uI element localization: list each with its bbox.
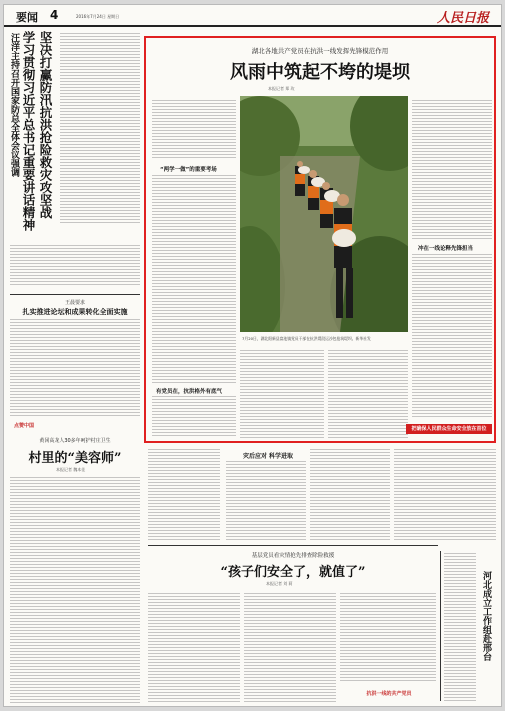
- center-head: 灾后应对 科学进取: [242, 453, 294, 460]
- bl-kicker: 黄冈高龙人30多年呵护村庄卫生: [39, 438, 111, 444]
- bottom-body-3: [340, 593, 436, 683]
- feature-col-1: [152, 100, 236, 160]
- feature-col-2: [240, 350, 324, 440]
- left-side-head: 汪洋主持召开国家防总全体会议强调: [9, 33, 19, 177]
- feature-col-1c: [152, 396, 236, 436]
- newspaper-page: [3, 4, 502, 707]
- feature-byline: 本报记者 郑 玫: [268, 86, 295, 91]
- feature-col-1b: [152, 175, 236, 383]
- bottom-body-1: [148, 593, 240, 703]
- center-body-1: [148, 449, 220, 541]
- center-body-3: [310, 449, 390, 541]
- right-headline: 河北成立工作组赴邢台: [481, 571, 491, 661]
- flood-rescue-photo: [240, 96, 408, 332]
- left-headline-1: 坚决打赢防汛抗洪抢险救灾攻坚战: [38, 31, 53, 219]
- masthead: [4, 5, 501, 27]
- mid-kicker: 王晨要求: [64, 300, 85, 306]
- feature-subhead-2: 有党员在，抗洪格外有底气: [156, 389, 223, 395]
- issue-date: 2016年7月24日 星期日: [76, 14, 120, 19]
- photo-caption: 7月20日，湖北阳新县富池镇党员干部在抗洪堤段运沙包抢筑堤坝。新华社发: [242, 336, 371, 341]
- footer-label: 抗洪一线的共产党员: [344, 689, 434, 699]
- feature-headline: 风雨中筑起不垮的堤坝: [230, 62, 410, 83]
- page-number: 4: [50, 8, 59, 22]
- feature-col-3: [328, 350, 408, 440]
- divider-2: [148, 545, 438, 546]
- mid-headline: 扎实推进论坛和成果转化全面实施: [22, 307, 128, 316]
- newspaper-logo: 人民日报: [436, 11, 489, 26]
- bl-body: [10, 477, 140, 703]
- center-body-4: [394, 449, 496, 541]
- bottom-headline: “孩子们安全了，就值了”: [220, 565, 366, 580]
- feature-col-4b: [412, 254, 492, 418]
- right-body: [444, 553, 476, 701]
- bottom-kicker: 基层党员看灾情抢先排查除险救援: [251, 553, 335, 559]
- divider: [10, 294, 140, 295]
- section-title: 要闻: [16, 11, 38, 24]
- bottom-body-2: [244, 593, 336, 703]
- bl-byline: 本报记者 魏本佳: [56, 467, 86, 472]
- feature-subhead-1: “两学一做”的重要考场: [160, 167, 217, 173]
- left-story-body-2: [10, 245, 140, 287]
- feature-col-4: [412, 100, 492, 240]
- center-body-2: [226, 461, 306, 541]
- bl-headline: 村里的“美容师”: [28, 451, 122, 466]
- feature-banner-label: 把确保人民群众生命安全放在首位: [406, 424, 492, 434]
- feature-kicker: 湖北各地共产党员在抗洪一线发挥先锋模范作用: [251, 47, 389, 55]
- left-headline-2: 学习贯彻习近平总书记重要讲话精神: [21, 31, 36, 231]
- feature-subhead-3: 冲在一线论释先锋担当: [418, 246, 474, 252]
- featured-story-box: [144, 36, 496, 443]
- column-tag: 点赞中国: [14, 421, 74, 431]
- feature-photo: [240, 96, 408, 332]
- bottom-byline: 本报记者 刘 莉: [266, 581, 293, 586]
- mid-story-body: [10, 319, 140, 417]
- divider-3: [440, 551, 441, 701]
- left-story-body: [60, 33, 140, 223]
